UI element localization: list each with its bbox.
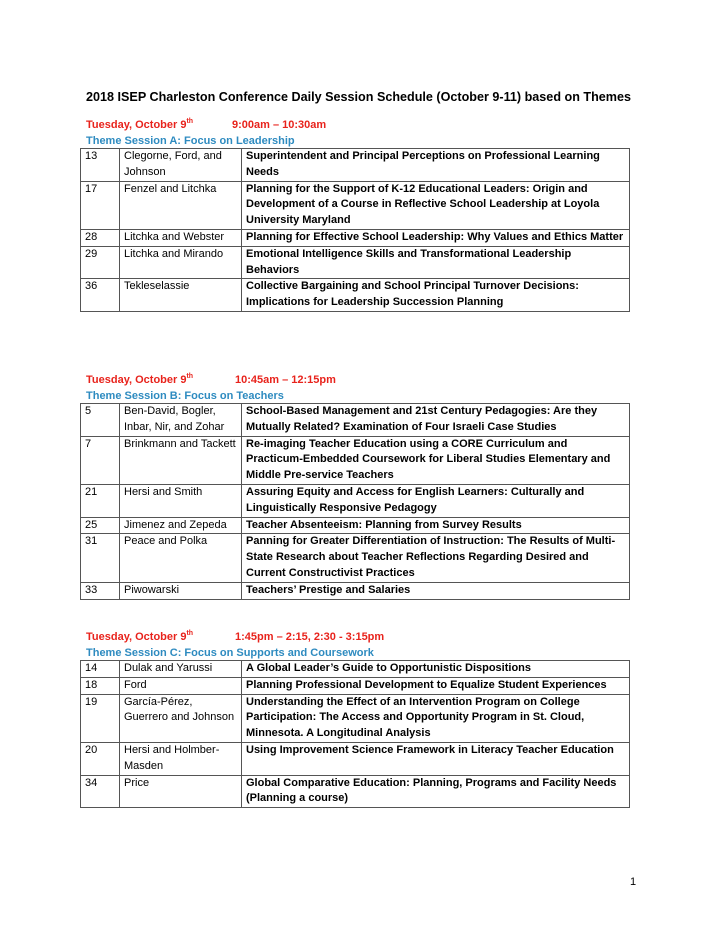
table-row xyxy=(81,742,630,775)
session-authors: Litchka and Mirando xyxy=(120,246,242,279)
table-row xyxy=(81,775,630,808)
session-id: 31 xyxy=(81,534,120,582)
session-authors: Hersi and Smith xyxy=(120,484,242,517)
session-paper-title: A Global Leader’s Guide to Opportunistic Dispositions xyxy=(242,661,630,678)
session-paper-title: Teacher Absenteeism: Planning from Survey Results xyxy=(242,517,630,534)
table-row xyxy=(81,246,630,279)
session-b xyxy=(80,373,630,600)
session-authors: Jimenez and Zepeda xyxy=(120,517,242,534)
session-id: 18 xyxy=(81,677,120,694)
session-paper-title: Collective Bargaining and School Principal Turnover Decisions: Implications for Leadership Succession Planning xyxy=(242,279,630,312)
session-authors: Litchka and Webster xyxy=(120,229,242,246)
session-paper-title: Re-imaging Teacher Education using a CORE Curriculum and Practicum-Embedded Coursework for Liberal Studies Elementary and Middle Pre-service Teachers xyxy=(242,436,630,484)
session-authors: García-Pérez, Guerrero and Johnson xyxy=(120,694,242,742)
document-title: 2018 ISEP Charleston Conference Daily Session Schedule (October 9-11) based on Themes xyxy=(86,90,631,104)
session-authors: Piwowarski xyxy=(120,582,242,599)
session-authors: Ford xyxy=(120,677,242,694)
session-paper-title: Understanding the Effect of an Intervention Program on College Participation: The Access and Opportunity Program in St. Cloud, Minnesota. A Longitudinal Analysis xyxy=(242,694,630,742)
session-id: 36 xyxy=(81,279,120,312)
session-paper-title: School-Based Management and 21st Century Pedagogies: Are they Mutually Related? Examination of Four Israeli Case Studies xyxy=(242,404,630,437)
table-row xyxy=(81,582,630,599)
session-id: 25 xyxy=(81,517,120,534)
session-authors: Price xyxy=(120,775,242,808)
session-authors: Peace and Polka xyxy=(120,534,242,582)
session-theme: Theme Session A: Focus on Leadership xyxy=(86,135,295,147)
session-day: Tuesday, October 9th xyxy=(86,630,194,643)
session-a xyxy=(80,118,630,312)
session-paper-title: Superintendent and Principal Perceptions on Professional Learning Needs xyxy=(242,149,630,182)
table-row xyxy=(81,181,630,229)
session-day: Tuesday, October 9th xyxy=(86,118,194,131)
page-number: 1 xyxy=(630,876,637,888)
session-time: 9:00am – 10:30am xyxy=(232,119,327,131)
session-paper-title: Teachers’ Prestige and Salaries xyxy=(242,582,630,599)
session-id: 29 xyxy=(81,246,120,279)
session-paper-title: Planning for Effective School Leadership: Why Values and Ethics Matter xyxy=(242,229,630,246)
session-id: 33 xyxy=(81,582,120,599)
session-table xyxy=(80,403,630,600)
session-table xyxy=(80,660,630,808)
session-id: 21 xyxy=(81,484,120,517)
session-day-time xyxy=(80,118,630,134)
table-row xyxy=(81,517,630,534)
session-id: 20 xyxy=(81,742,120,775)
session-id: 14 xyxy=(81,661,120,678)
session-day: Tuesday, October 9th xyxy=(86,373,194,386)
table-row xyxy=(81,677,630,694)
session-theme: Theme Session B: Focus on Teachers xyxy=(86,390,284,402)
session-paper-title: Using Improvement Science Framework in Literacy Teacher Education xyxy=(242,742,630,775)
session-authors: Clegorne, Ford, and Johnson xyxy=(120,149,242,182)
session-c xyxy=(80,630,630,808)
session-authors: Hersi and Holmber-Masden xyxy=(120,742,242,775)
session-paper-title: Emotional Intelligence Skills and Transformational Leadership Behaviors xyxy=(242,246,630,279)
session-id: 19 xyxy=(81,694,120,742)
table-row xyxy=(81,534,630,582)
session-authors: Fenzel and Litchka xyxy=(120,181,242,229)
session-id: 28 xyxy=(81,229,120,246)
session-table xyxy=(80,148,630,312)
session-paper-title: Global Comparative Education: Planning, Programs and Facility Needs (Planning a course) xyxy=(242,775,630,808)
session-authors: Brinkmann and Tackett xyxy=(120,436,242,484)
session-paper-title: Planning Professional Development to Equalize Student Experiences xyxy=(242,677,630,694)
session-id: 5 xyxy=(81,404,120,437)
table-row xyxy=(81,694,630,742)
session-authors: Tekleselassie xyxy=(120,279,242,312)
session-day-time xyxy=(80,373,630,389)
session-paper-title: Planning for the Support of K-12 Educational Leaders: Origin and Development of a Course in Reflective School Leadership at Loyola University Maryland xyxy=(242,181,630,229)
table-row xyxy=(81,279,630,312)
session-id: 13 xyxy=(81,149,120,182)
session-authors: Ben-David, Bogler, Inbar, Nir, and Zohar xyxy=(120,404,242,437)
session-day-time xyxy=(80,630,630,646)
session-paper-title: Panning for Greater Differentiation of Instruction: The Results of Multi-State Research about Teacher Reflections Regarding Desired and Current Constructivist Practices xyxy=(242,534,630,582)
table-row xyxy=(81,661,630,678)
table-row xyxy=(81,404,630,437)
session-authors: Dulak and Yarussi xyxy=(120,661,242,678)
session-time: 10:45am – 12:15pm xyxy=(235,374,336,386)
session-id: 7 xyxy=(81,436,120,484)
table-row xyxy=(81,229,630,246)
session-id: 17 xyxy=(81,181,120,229)
table-row xyxy=(81,484,630,517)
table-row xyxy=(81,149,630,182)
session-paper-title: Assuring Equity and Access for English Learners: Culturally and Linguistically Responsive Pedagogy xyxy=(242,484,630,517)
table-row xyxy=(81,436,630,484)
session-theme: Theme Session C: Focus on Supports and Coursework xyxy=(86,647,374,659)
session-time: 1:45pm – 2:15, 2:30 - 3:15pm xyxy=(235,631,385,643)
session-id: 34 xyxy=(81,775,120,808)
